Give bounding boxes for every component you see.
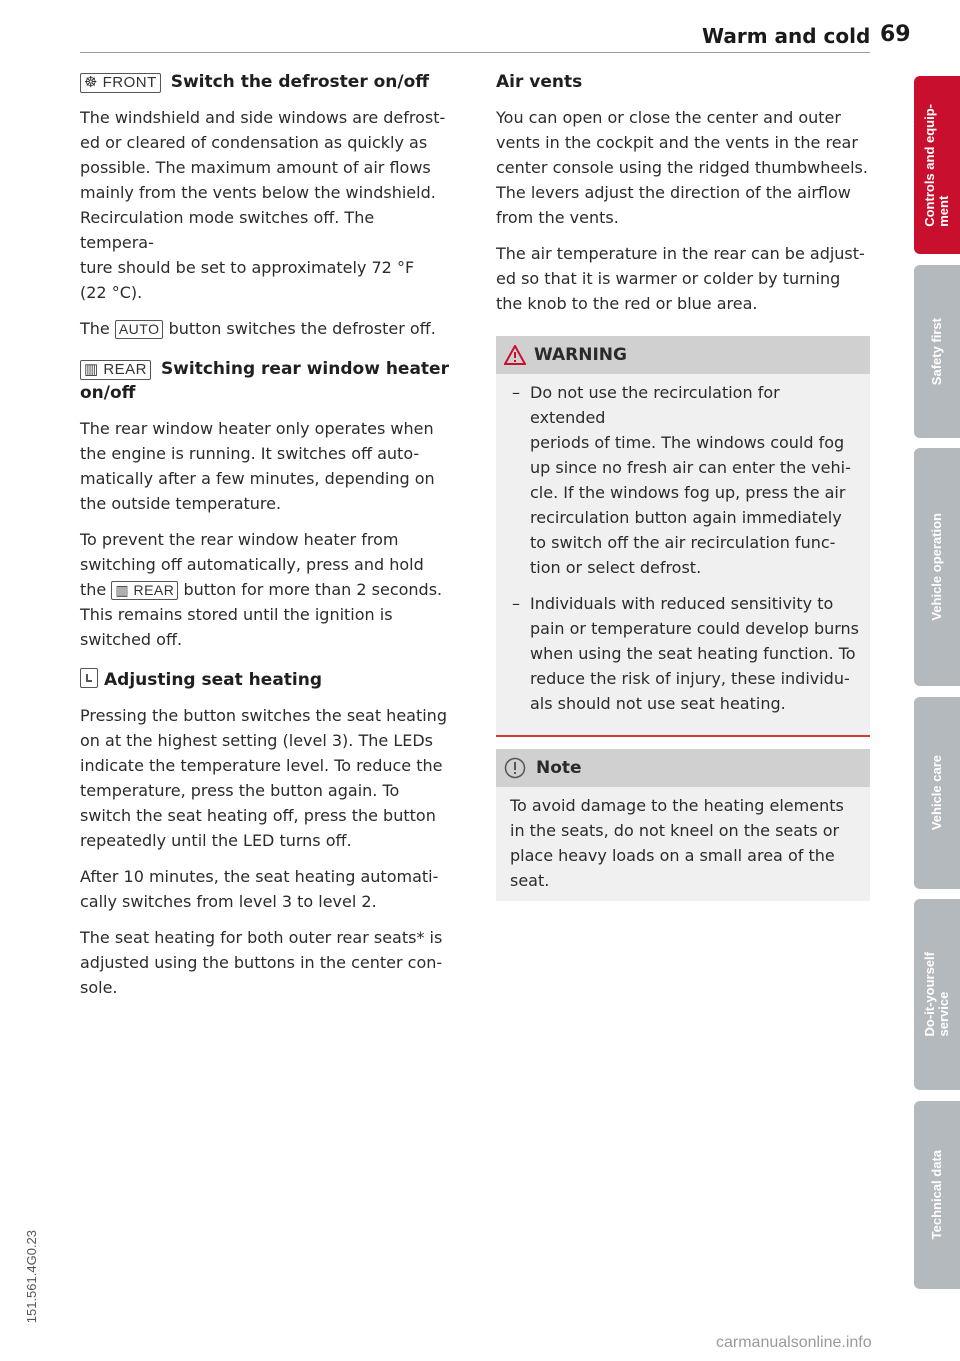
note-box (496, 749, 870, 901)
auto-button-label: AUTO (115, 320, 164, 339)
tab-do-it-yourself-service[interactable] (914, 899, 960, 1090)
tab-label: Safety first (929, 317, 944, 386)
note-body (496, 787, 870, 901)
seat-heating-icon (80, 668, 98, 688)
left-column (80, 70, 452, 1011)
seat-heating-paragraph-1: Pressing the button switches the seat heating on at the highest setting (level 3). The LEDs indicate the temperature level. To reduce the temperature, press the button again. To switch the seat heating off, press the button repeatedly until the LED turns off. (80, 706, 447, 850)
air-vents-paragraph-2: The air temperature in the rear can be adjust- ed so that it is warmer or colder by turning the knob to the red or blue area. (496, 244, 865, 313)
tab-safety-first[interactable] (914, 265, 960, 438)
warning-item: – Individuals with reduced sensitivity to pain or temperature could develop burns when using the seat heating function. To reduce the risk of injury, these individu- als should not use seat heating. (512, 594, 860, 713)
tab-label: Vehicle operation (929, 513, 944, 621)
defroster-paragraph-2 (80, 316, 452, 341)
defroster-title: Switch the defroster on/off (170, 72, 430, 92)
rear-heater-title: Switching rear window heater (160, 359, 449, 379)
rear-heater-heading (80, 357, 452, 405)
tab-technical-data[interactable] (914, 1101, 960, 1289)
tab-vehicle-care[interactable] (914, 697, 960, 889)
rear-button-label: ▥ REAR (111, 581, 178, 600)
tab-label: Do-it-yourself service (922, 952, 951, 1037)
page-number: 69 (880, 22, 911, 47)
warning-item: – Do not use the recirculation for extended periods of time. The windows could fog up since no fresh air can enter the vehi- cle. If the windows fog up, press the air recirculation button again immediately to switch off the air recirculation func- tion or select defrost. (512, 383, 851, 577)
defroster-heading (80, 70, 452, 94)
rear-heater-paragraph-2 (80, 527, 452, 652)
tab-vehicle-operation[interactable] (914, 448, 960, 686)
section-title: Warm and cold (702, 24, 871, 48)
right-column (496, 70, 870, 901)
document-code: 151.561.4G0.23 (24, 1230, 39, 1324)
tab-label: Vehicle care (929, 755, 944, 831)
note-title: Note (536, 758, 582, 778)
note-header (496, 749, 870, 787)
rear-heater-title-2: on/off (80, 383, 136, 403)
front-defrost-button-label: ☸ FRONT (80, 73, 161, 93)
note-info-icon (504, 757, 526, 779)
rear-heater-paragraph-1: The rear window heater only operates when the engine is running. It switches off auto- matically after a few minutes, depending on the outside temperature. (80, 419, 435, 513)
warning-item-text: Individuals with reduced sensitivity to pain or temperature could develop burns when using the seat heating function. To reduce the risk of injury, these individu- als should not use seat heating. (530, 594, 860, 713)
text-run: The (80, 319, 115, 338)
warning-body (496, 374, 870, 735)
rear-heater-button-label: ▥ REAR (80, 360, 151, 380)
seat-heating-paragraph-2: After 10 minutes, the seat heating automati- cally switches from level 3 to level 2. (80, 867, 439, 911)
seat-heating-heading (80, 668, 452, 692)
watermark: carmanualsonline.info (716, 1334, 872, 1351)
warning-header (496, 336, 870, 374)
seat-heating-title: Adjusting seat heating (104, 670, 323, 690)
warning-triangle-icon (504, 345, 526, 365)
air-vents-title: Air vents (496, 72, 583, 92)
note-text: To avoid damage to the heating elements in the seats, do not kneel on the seats or place heavy loads on a small area of the seat. (510, 796, 844, 890)
warning-item-text: Do not use the recirculation for extended periods of time. The windows could fog up since no fresh air can enter the vehi- cle. If the windows fog up, press the air recirculation button again immediately to switch off the air recirculation func- tion or select defrost. (530, 383, 851, 577)
defroster-paragraph-1: The windshield and side windows are defrost- ed or cleared of condensation as quickly as possible. The maximum amount of air flows mainly from the vents below the windshield. Recirculation mode switches off. The tempera- ture should be set to approximately 72 °F (22 °C). (80, 108, 446, 302)
tab-controls-and-equipment[interactable] (914, 76, 960, 254)
warning-box (496, 336, 870, 737)
air-vents-paragraph-1: You can open or close the center and outer vents in the cockpit and the vents in the rear center console using the ridged thumbwheels. The levers adjust the direction of the airflow from the vents. (496, 108, 868, 227)
text-run: To prevent the rear window heater from switching off automatically, press and hold the (80, 530, 424, 599)
text-run: button switches the defroster off. (163, 319, 436, 338)
warning-title: WARNING (534, 345, 627, 365)
tab-label: Technical data (929, 1150, 944, 1240)
seat-heating-paragraph-3: The seat heating for both outer rear seats* is adjusted using the buttons in the center con- sole. (80, 928, 443, 997)
text-run: button for more than 2 seconds. This remains stored until the ignition is switched off. (80, 580, 443, 649)
tab-label: Controls and equip- ment (922, 103, 951, 227)
header-rule (80, 52, 870, 53)
